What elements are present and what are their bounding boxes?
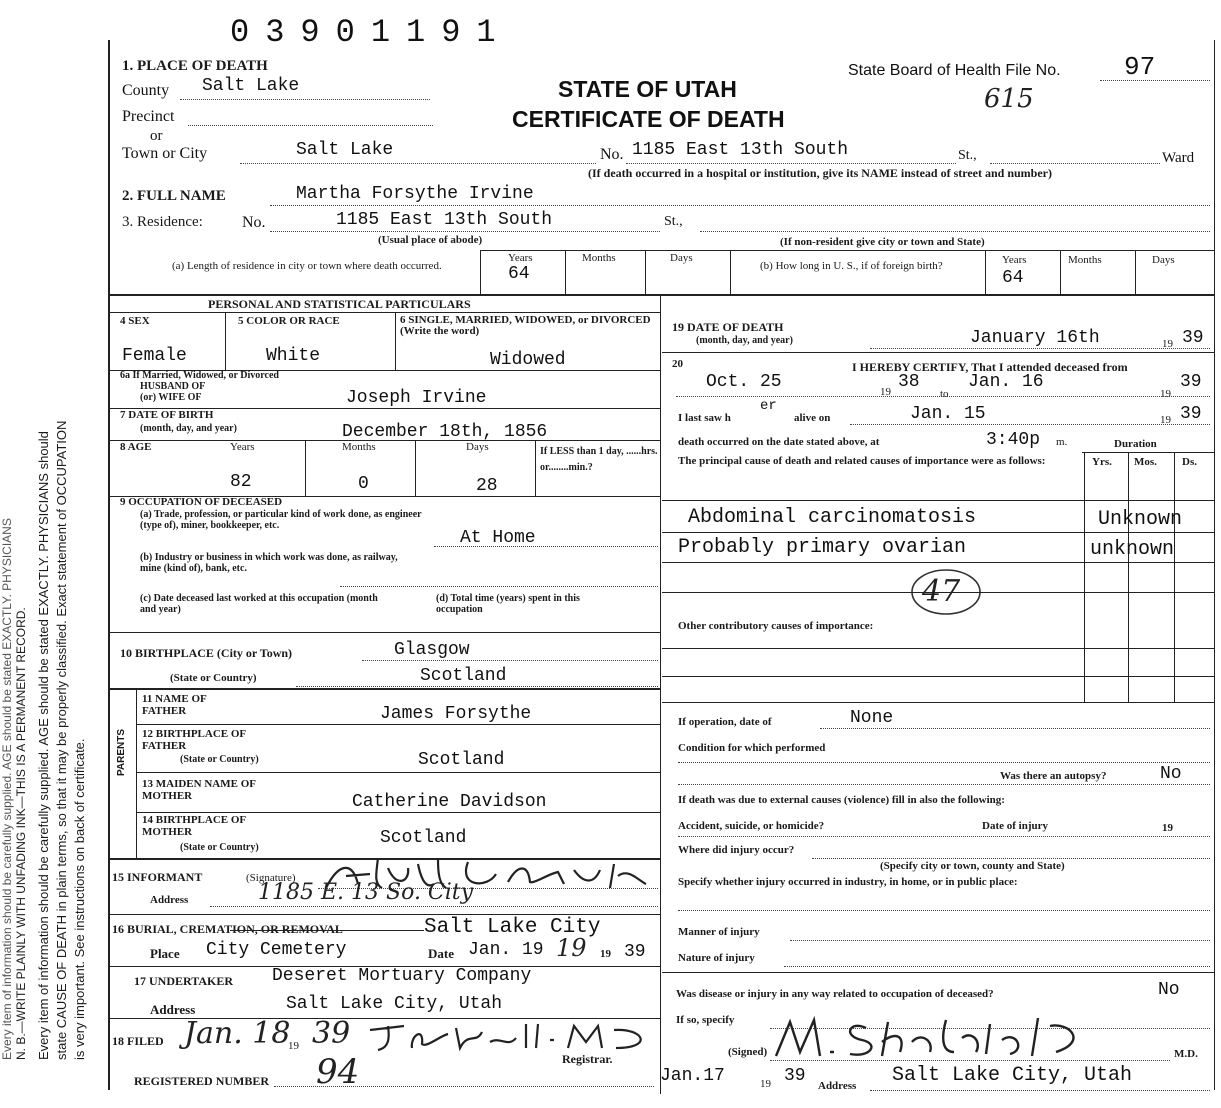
town-label: Town or City bbox=[122, 145, 208, 162]
operation-value: None bbox=[850, 708, 894, 728]
burial-date-label: Date bbox=[428, 946, 454, 961]
usual-abode-note: (Usual place of abode) bbox=[378, 234, 483, 246]
autopsy-line bbox=[678, 784, 1210, 785]
informant-address-line bbox=[210, 906, 658, 907]
dod-line bbox=[870, 348, 1210, 349]
age-months-label: Months bbox=[342, 441, 376, 453]
row-line-5 bbox=[110, 632, 660, 633]
birthplace-city: Glasgow bbox=[394, 640, 470, 660]
injury-year-prefix: 19 bbox=[1162, 822, 1173, 834]
operation-label: If operation, date of bbox=[678, 716, 772, 728]
signed-date: Jan.17 bbox=[660, 1066, 725, 1086]
last-saw-er: er bbox=[760, 398, 777, 414]
external-causes-label: If death was due to external causes (violence) fill in also the following: bbox=[678, 794, 1005, 806]
spouse-value: Joseph Irvine bbox=[346, 388, 487, 408]
residence-line bbox=[270, 231, 660, 232]
dod-bottom-line bbox=[662, 352, 1214, 353]
birthplace-state-label: (State or Country) bbox=[170, 672, 257, 684]
attend-from-date: Oct. 25 bbox=[706, 372, 782, 392]
full-name-value: Martha Forsythe Irvine bbox=[296, 184, 534, 204]
certificate-title: CERTIFICATE OF DEATH bbox=[512, 106, 785, 132]
attend-from-year: 38 bbox=[898, 372, 920, 392]
outer-left-border bbox=[108, 40, 110, 1090]
undertaker-name: Deseret Mortuary Company bbox=[272, 966, 532, 986]
us-box-div2 bbox=[1060, 250, 1061, 294]
board-file-label: State Board of Health File No. bbox=[848, 62, 1061, 79]
spouse-label-a: 6a If Married, Widowed, or Divorced bbox=[120, 370, 279, 381]
residence-no-label: No. bbox=[242, 214, 266, 231]
cause-row-top bbox=[662, 500, 1214, 501]
age-months-value: 0 bbox=[358, 474, 369, 494]
cause-row-3 bbox=[662, 592, 1214, 593]
manner-label: Manner of injury bbox=[678, 926, 760, 938]
operation-line bbox=[820, 728, 1210, 729]
duration-label: Duration bbox=[1114, 438, 1157, 450]
occupation-value: At Home bbox=[460, 528, 536, 548]
physician-address-line bbox=[870, 1090, 1210, 1091]
nature-bottom-line bbox=[662, 972, 1214, 973]
burial-place: City Cemetery bbox=[206, 940, 347, 960]
filed-year: 39 bbox=[312, 1016, 351, 1051]
mother-bp-label: 14 BIRTHPLACE OF MOTHER bbox=[142, 814, 246, 838]
burial-city: Salt Lake City bbox=[424, 916, 601, 939]
street-line bbox=[626, 163, 956, 164]
length-box-top bbox=[480, 250, 1215, 251]
mother-row-line bbox=[136, 812, 660, 813]
personal-heading: PERSONAL AND STATISTICAL PARTICULARS bbox=[208, 297, 471, 311]
other-row-2 bbox=[662, 676, 1214, 677]
age-years-value: 82 bbox=[230, 472, 252, 492]
document-number: 03901191 bbox=[230, 14, 512, 51]
dob-sub: (month, day, and year) bbox=[140, 423, 237, 434]
death-time-m: m. bbox=[1056, 436, 1068, 448]
length-residence-label: (a) Length of residence in city or town where death occurred. bbox=[172, 260, 442, 272]
board-file-number: 97 bbox=[1124, 52, 1156, 82]
last-saw-mid: alive on bbox=[794, 412, 831, 424]
street-no-label: No. bbox=[600, 146, 624, 163]
birthplace-country: Scotland bbox=[420, 666, 507, 686]
filed-date: Jan. 18 bbox=[184, 1016, 291, 1051]
manner-line bbox=[790, 940, 1210, 941]
reg-number-line bbox=[274, 1086, 654, 1087]
where-injury-label: Where did injury occur? bbox=[678, 844, 795, 856]
county-label: County bbox=[122, 82, 170, 99]
fbp-row-line bbox=[136, 772, 660, 773]
cause-code: 47 bbox=[922, 574, 961, 609]
age-div3 bbox=[535, 440, 536, 496]
birthplace-country-line bbox=[296, 686, 658, 687]
birthplace-label: 10 BIRTHPLACE (City or Town) bbox=[120, 646, 293, 660]
dod-sub: (month, day, and year) bbox=[696, 335, 793, 346]
us-residence-label: (b) How long in U. S., if of foreign birth? bbox=[760, 260, 943, 272]
place-of-death-label: 1. PLACE OF DEATH bbox=[122, 58, 268, 74]
row-line-3 bbox=[110, 440, 660, 441]
dob-value: December 18th, 1856 bbox=[342, 422, 548, 442]
or-label: or bbox=[150, 128, 163, 144]
file-handwritten-number: 615 bbox=[984, 84, 1034, 114]
marital-value: Widowed bbox=[490, 350, 566, 370]
side-permanent-record: N. B.—WRITE PLAINLY WITH UNFADING INK—THIS IS A PERMANENT RECORD. bbox=[14, 607, 28, 1060]
side-instructions-2: state CAUSE OF DEATH in plain terms, so that it may be properly classified. Exact statement of OCCUPATION bbox=[54, 420, 69, 1060]
street-value: 1185 East 13th South bbox=[632, 140, 849, 160]
cause-1: Abdominal carcinomatosis bbox=[688, 506, 977, 529]
dod-label: 19 DATE OF DEATH bbox=[672, 320, 784, 334]
where-note: (Specify city or town, county and State) bbox=[880, 860, 1065, 872]
occupation-label: 9 OCCUPATION OF DECEASED bbox=[120, 496, 283, 508]
sex-label: 4 SEX bbox=[120, 315, 150, 327]
ward-line bbox=[990, 163, 1160, 164]
non-resident-note: (If non-resident give city or town and State) bbox=[780, 236, 985, 248]
sex-div bbox=[225, 312, 226, 370]
side-instructions-1: Every item of information should be carefully supplied. AGE should be stated EXACTLY. PHYSICIANS should bbox=[36, 431, 51, 1060]
last-saw-year: 39 bbox=[1180, 404, 1202, 424]
informant-bottom-line bbox=[110, 914, 660, 915]
occupation-b: (b) Industry or business in which work was done, as railway, mine (kind of), bank, etc. bbox=[140, 552, 398, 574]
dob-label: 7 DATE OF BIRTH bbox=[120, 409, 214, 421]
len-box-div4 bbox=[730, 250, 731, 294]
father-bp-sub: (State or Country) bbox=[180, 754, 259, 765]
dur-div1 bbox=[1084, 452, 1085, 702]
dur-div2 bbox=[1128, 452, 1129, 702]
registrar-signature bbox=[364, 1018, 664, 1054]
burial-year-prefix: 19 bbox=[600, 948, 611, 960]
accident-line bbox=[678, 836, 1210, 837]
where-line bbox=[812, 858, 1210, 859]
outer-right-border bbox=[1214, 40, 1215, 1090]
us-months-label: Months bbox=[1068, 254, 1102, 266]
informant-sig-label: (Signature) bbox=[246, 872, 296, 884]
mother-value: Catherine Davidson bbox=[352, 792, 547, 812]
age-div2 bbox=[415, 440, 416, 496]
age-div1 bbox=[305, 440, 306, 496]
nature-line bbox=[784, 966, 1210, 967]
len-years-label: Years bbox=[508, 252, 533, 264]
registered-number-label: REGISTERED NUMBER bbox=[134, 1074, 270, 1088]
if-so-label: If so, specify bbox=[676, 1014, 735, 1026]
registrar-label: Registrar. bbox=[562, 1052, 613, 1066]
occ-related-label: Was disease or injury in any way related to occupation of deceased? bbox=[676, 988, 994, 1000]
filed-label: 18 FILED bbox=[112, 1034, 164, 1048]
ward-label: Ward bbox=[1162, 150, 1195, 166]
condition-line bbox=[678, 762, 1210, 763]
undertaker-label: 17 UNDERTAKER bbox=[134, 974, 234, 988]
signed-year: 39 bbox=[784, 1066, 806, 1086]
signed-year-prefix: 19 bbox=[760, 1078, 771, 1090]
occ-b-line bbox=[340, 586, 658, 587]
full-name-line bbox=[270, 205, 1210, 206]
len-months-label: Months bbox=[582, 252, 616, 264]
signed-label: (Signed) bbox=[728, 1046, 768, 1058]
other-row-3 bbox=[662, 702, 1214, 703]
birthplace-city-line bbox=[362, 660, 658, 661]
informant-label: 15 INFORMANT bbox=[112, 870, 203, 884]
informant-address-label: Address bbox=[150, 894, 189, 906]
attend-to-year: 39 bbox=[1180, 372, 1202, 392]
town-value: Salt Lake bbox=[296, 140, 394, 160]
attend-to-date: Jan. 16 bbox=[968, 372, 1044, 392]
residence-value: 1185 East 13th South bbox=[336, 210, 553, 230]
dod-year: 39 bbox=[1182, 328, 1204, 348]
death-time-label: death occurred on the date stated above, at bbox=[678, 436, 880, 448]
last-saw-date: Jan. 15 bbox=[910, 404, 986, 424]
us-box-div1 bbox=[985, 250, 986, 294]
dod-year-prefix: 19 bbox=[1162, 338, 1173, 350]
sex-value: Female bbox=[122, 346, 187, 366]
mother-bp-value: Scotland bbox=[380, 828, 467, 848]
age-label: 8 AGE bbox=[120, 441, 152, 453]
autopsy-value: No bbox=[1160, 764, 1182, 784]
mother-bp-sub: (State or Country) bbox=[180, 842, 259, 853]
dod-value: January 16th bbox=[970, 328, 1100, 348]
less-than-label: If LESS than 1 day, ......hrs. or........min.? bbox=[540, 446, 658, 473]
cause-2: Probably primary ovarian bbox=[678, 536, 967, 559]
us-box-div3 bbox=[1135, 250, 1136, 294]
attend-from-year-prefix: 19 bbox=[880, 386, 891, 398]
cause-row-1 bbox=[662, 532, 1214, 533]
len-box-div1 bbox=[480, 250, 481, 294]
filed-year-prefix: 19 bbox=[288, 1040, 299, 1052]
father-label: 11 NAME OF FATHER bbox=[142, 693, 207, 717]
residence-line-2 bbox=[700, 231, 1210, 232]
cause-1-duration: Unknown bbox=[1098, 508, 1183, 531]
color-div bbox=[395, 312, 396, 370]
ds-label: Ds. bbox=[1182, 456, 1197, 468]
injury-date-label: Date of injury bbox=[982, 820, 1048, 832]
occupation-c: (c) Date deceased last worked at this occupation (month and year) bbox=[140, 593, 378, 615]
parents-div bbox=[136, 688, 137, 858]
death-time: 3:40p bbox=[986, 430, 1041, 450]
side-age-exactly: Every item of information should be carefully supplied. AGE should be stated EXACTLY. PHYSICIANS bbox=[0, 518, 14, 1060]
cause-row-2 bbox=[662, 562, 1214, 563]
spouse-label-c: (or) WIFE OF bbox=[140, 392, 202, 403]
county-value: Salt Lake bbox=[202, 76, 300, 96]
attend-to-year-prefix: 19 bbox=[1160, 388, 1171, 400]
age-days-label: Days bbox=[466, 441, 489, 453]
other-row-1 bbox=[662, 648, 1214, 649]
full-name-label: 2. FULL NAME bbox=[122, 188, 226, 204]
occ-related-value: No bbox=[1158, 980, 1180, 1000]
physician-address: Salt Lake City, Utah bbox=[892, 1064, 1133, 1087]
dur-div3 bbox=[1174, 452, 1175, 702]
specify-line bbox=[678, 910, 1210, 911]
father-row-line bbox=[136, 724, 660, 725]
residence-label: 3. Residence: bbox=[122, 214, 203, 230]
len-days-label: Days bbox=[670, 252, 693, 264]
color-label: 5 COLOR OR RACE bbox=[238, 315, 340, 327]
duration-top bbox=[1082, 452, 1214, 453]
principal-cause-label: The principal cause of death and related causes of importance were as follows: bbox=[678, 455, 1046, 467]
age-years-label: Years bbox=[230, 441, 255, 453]
town-line bbox=[240, 163, 596, 164]
md-label: M.D. bbox=[1174, 1048, 1198, 1060]
county-line bbox=[180, 99, 430, 100]
attend-to-label: to bbox=[940, 388, 949, 400]
father-value: James Forsythe bbox=[380, 704, 532, 724]
len-box-div3 bbox=[645, 250, 646, 294]
burial-strike bbox=[230, 930, 424, 931]
occupation-d: (d) Total time (years) spent in this occupation bbox=[436, 593, 580, 615]
us-years-value: 64 bbox=[1002, 268, 1024, 288]
precinct-line bbox=[188, 125, 433, 126]
father-bp-value: Scotland bbox=[418, 750, 505, 770]
other-causes-label: Other contributory causes of importance: bbox=[678, 620, 874, 632]
last-saw-prefix: I last saw h bbox=[678, 412, 731, 424]
undertaker-address-label: Address bbox=[150, 1002, 196, 1017]
father-bp-label: 12 BIRTHPLACE OF FATHER bbox=[142, 728, 246, 752]
specify-injury-label: Specify whether injury occurred in industry, in home, or in public place: bbox=[678, 876, 1018, 888]
attend-line bbox=[676, 396, 1210, 397]
yrs-label: Yrs. bbox=[1092, 456, 1112, 468]
physician-address-label: Address bbox=[818, 1080, 857, 1092]
mos-label: Mos. bbox=[1134, 456, 1157, 468]
st-label: St., bbox=[958, 148, 977, 163]
occ-a-line bbox=[434, 546, 658, 547]
length-box-bottom bbox=[110, 294, 1215, 296]
marital-label: 6 SINGLE, MARRIED, WIDOWED, or DIVORCED (Write the word) bbox=[400, 314, 651, 337]
nature-label: Nature of injury bbox=[678, 952, 755, 964]
len-box-div2 bbox=[565, 250, 566, 294]
board-file-line bbox=[1100, 80, 1210, 81]
precinct-label: Precinct bbox=[122, 108, 175, 125]
burial-place-label: Place bbox=[150, 946, 180, 961]
condition-label: Condition for which performed bbox=[678, 742, 826, 754]
mother-label: 13 MAIDEN NAME OF MOTHER bbox=[142, 778, 256, 802]
color-value: White bbox=[266, 346, 321, 366]
informant-address: 1185 E. 13 So. City bbox=[258, 880, 474, 905]
age-days-value: 28 bbox=[476, 476, 498, 496]
burial-date: Jan. 19 bbox=[468, 940, 544, 960]
registered-number: 94 bbox=[316, 1052, 360, 1092]
certify-number: 20 bbox=[672, 358, 683, 370]
row-line-6 bbox=[110, 688, 660, 690]
undertaker-address: Salt Lake City, Utah bbox=[286, 994, 503, 1014]
physician-signature bbox=[770, 1012, 1100, 1062]
spouse-label-b: HUSBAND OF bbox=[140, 381, 206, 392]
last-saw-line bbox=[850, 424, 1210, 425]
residence-st-label: St., bbox=[664, 214, 683, 229]
cause-2-duration: unknown bbox=[1090, 538, 1175, 561]
side-instructions-3: is very important. See instructions on back of certificate. bbox=[72, 738, 87, 1060]
column-divider bbox=[660, 294, 661, 1094]
us-years-label: Years bbox=[1002, 254, 1027, 266]
hospital-note: (If death occurred in a hospital or institution, give its NAME instead of street and number) bbox=[588, 166, 1053, 180]
signed-line bbox=[770, 1060, 1170, 1061]
state-title: STATE OF UTAH bbox=[558, 76, 737, 102]
burial-year: 39 bbox=[624, 942, 646, 962]
autopsy-label: Was there an autopsy? bbox=[1000, 770, 1107, 782]
parents-side-label: PARENTS bbox=[116, 728, 127, 776]
us-days-label: Days bbox=[1152, 254, 1175, 266]
last-saw-year-prefix: 19 bbox=[1160, 414, 1171, 426]
accident-label: Accident, suicide, or homicide? bbox=[678, 820, 825, 832]
length-years-value: 64 bbox=[508, 264, 530, 284]
occupation-a: (a) Trade, profession, or particular kind of work done, as engineer (type of), miner, bookkeeper, etc. bbox=[140, 509, 422, 531]
personal-heading-line bbox=[110, 312, 660, 313]
burial-label: 16 BURIAL, CREMATION, OR REMOVAL bbox=[112, 922, 343, 936]
burial-day-hand: 19 bbox=[556, 934, 587, 962]
certify-text: I HEREBY CERTIFY, That I attended deceased from bbox=[852, 360, 1128, 374]
